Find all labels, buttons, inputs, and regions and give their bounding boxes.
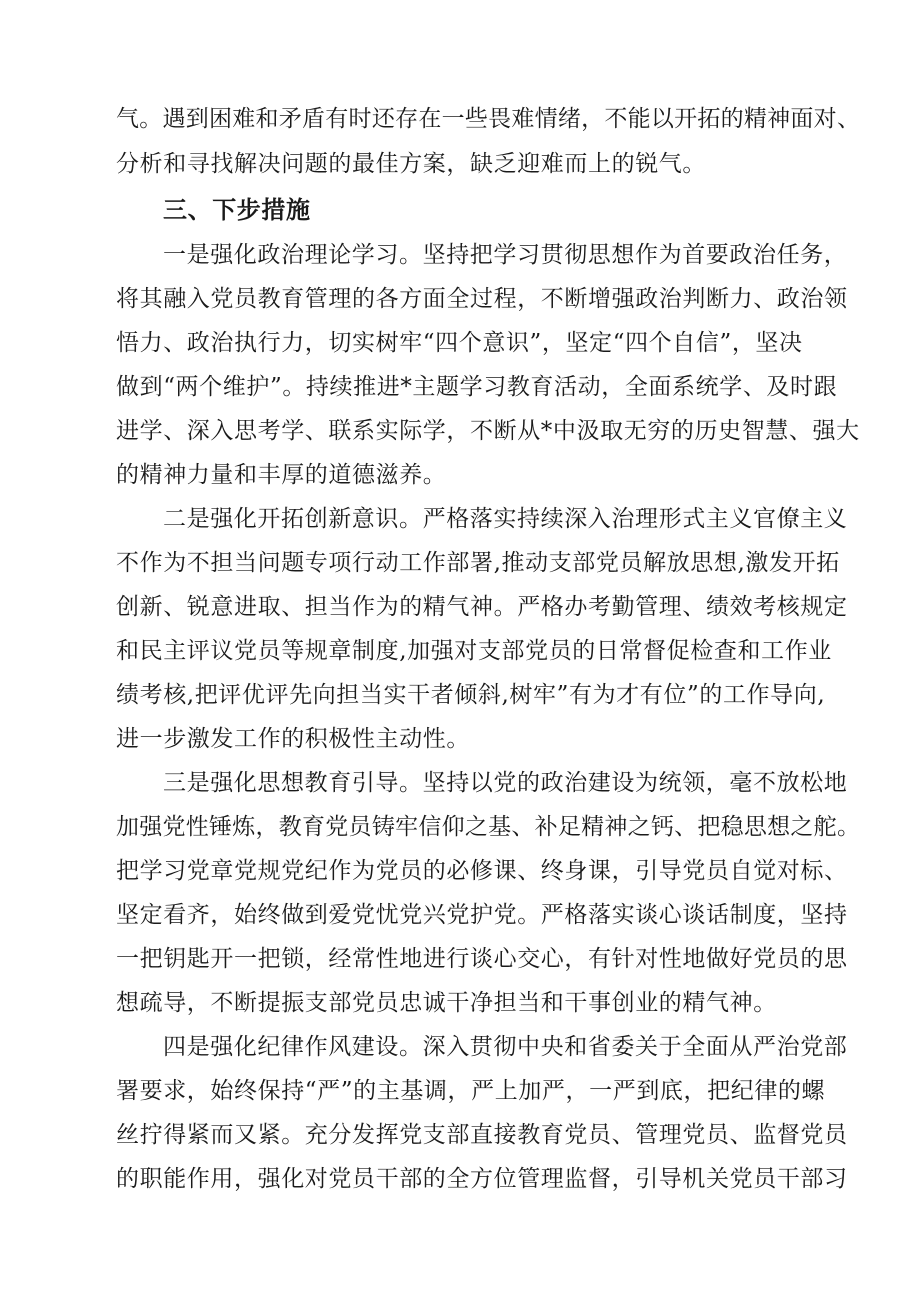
section-heading: 三、下步措施 [163, 196, 311, 224]
text-line: 把学习党章党规党纪作为党员的必修课、终身课，引导党员自觉对标、 [116, 858, 848, 884]
text-line: 气。遇到困难和矛盾有时还存在一些畏难情绪，不能以开拓的精神面对、 [116, 106, 861, 132]
text-line: 三是强化思想教育引导。坚持以党的政治建设为统领，毫不放松地 [163, 770, 848, 796]
text-line: 的职能作用，强化对党员干部的全方位管理监督，引导机关党员干部习 [116, 1166, 848, 1192]
text-line: 进一步激发工作的积极性主动性。 [116, 726, 470, 752]
text-line: 分析和寻找解决问题的最佳方案，缺乏迎难而上的锐气。 [116, 151, 706, 177]
text-line: 绩考核,把评优评先向担当实干者倾斜,树牢”有为才有位”的工作导向, [116, 682, 826, 708]
text-line: 创新、锐意进取、担当作为的精气神。严格办考勤管理、绩效考核规定 [116, 594, 848, 620]
text-line: 一是强化政治理论学习。坚持把学习贯彻思想作为首要政治任务， [163, 242, 848, 268]
text-line: 署要求，始终保持“严”的主基调，严上加严，一严到底，把纪律的螺 [116, 1078, 826, 1104]
text-line: 加强党性锤炼，教育党员铸牢信仰之基、补足精神之钙、把稳思想之舵。 [116, 814, 861, 840]
text-line: 做到“两个维护”。持续推进*主题学习教育活动，全面系统学、及时跟 [116, 374, 838, 400]
text-line: 将其融入党员教育管理的各方面全过程，不断增强政治判断力、政治领 [116, 286, 848, 312]
text-line: 悟力、政治执行力，切实树牢“四个意识”，坚定“四个自信”，坚决 [116, 330, 803, 356]
text-line: 丝拧得紧而又紧。充分发挥党支部直接教育党员、管理党员、监督党员 [116, 1122, 848, 1148]
text-line: 不作为不担当问题专项行动工作部署,推动支部党员解放思想,激发开拓 [116, 550, 840, 576]
text-line: 的精神力量和丰厚的道德滋养。 [116, 462, 447, 488]
text-line: 和民主评议党员等规章制度,加强对支部党员的日常督促检查和工作业 [116, 638, 832, 664]
text-line: 进学、深入思考学、联系实际学，不断从*中汲取无穷的历史智慧、强大 [116, 418, 860, 444]
text-line: 一把钥匙开一把锁，经常性地进行谈心交心，有针对性地做好党员的思 [116, 946, 848, 972]
text-line: 四是强化纪律作风建设。深入贯彻中央和省委关于全面从严治党部 [163, 1034, 848, 1060]
text-line: 想疏导，不断提振支部党员忠诚干净担当和干事创业的精气神。 [116, 990, 777, 1016]
text-line: 坚定看齐，始终做到爱党忧党兴党护党。严格落实谈心谈话制度，坚持 [116, 902, 848, 928]
text-line: 二是强化开拓创新意识。严格落实持续深入治理形式主义官僚主义 [163, 506, 848, 532]
